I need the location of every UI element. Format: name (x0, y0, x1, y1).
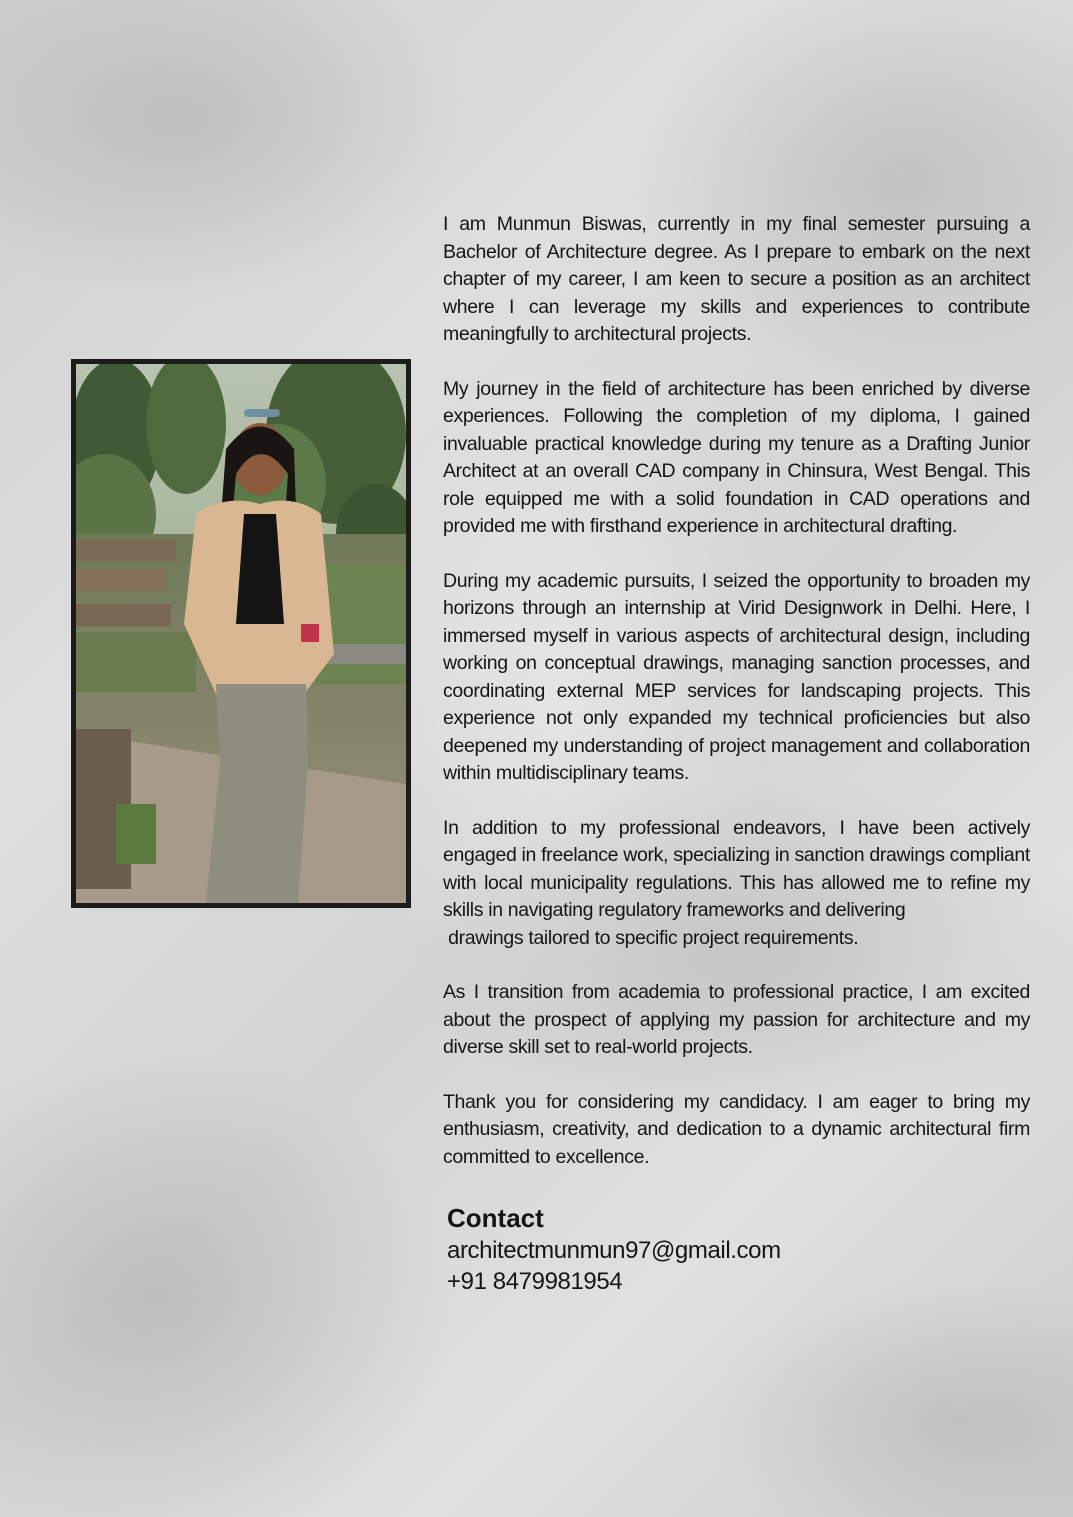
contact-phone[interactable]: +91 8479981954 (447, 1268, 623, 1295)
bio-paragraph: Thank you for considering my candidacy. I am eager to bring my enthusiasm, creativity, and dedication to a dynamic architectural firm committed to excellence. (443, 1090, 1030, 1168)
bio-paragraph: drawings tailored to specific project requirements. (443, 926, 859, 949)
contact-heading: Contact (447, 1203, 544, 1233)
bio-paragraph: During my academic pursuits, I seized the opportunity to broaden my horizons through an internship at Virid Designwork in Delhi. Here, I immersed myself in various aspects of architectural design, including working on conceptual drawings, managing sanction processes, and coordinating external MEP services for landscaping projects. This experience not only expanded my technical proficiencies but also deepened my understanding of project management and collaboration within multidisciplinary teams. (443, 569, 1030, 784)
bio-paragraph: I am Munmun Biswas, currently in my final semester pursuing a Bachelor of Architecture degree. As I prepare to embark on the next chapter of my career, I am keen to secure a position as an architect where I can leverage my skills and experiences to contribute meaningfully to architectural projects. (443, 213, 1030, 345)
profile-photo-image (76, 364, 406, 903)
bio-text (443, 211, 1036, 1198)
contact-email[interactable]: architectmunmun97@gmail.com (447, 1237, 781, 1264)
bio-paragraph: In addition to my professional endeavors, I have been actively engaged in freelance work, specializing in sanction drawings compliant with local municipality regulations. This has allowed me to refine my skills in navigating regulatory frameworks and delivering (443, 816, 1036, 921)
profile-photo (71, 359, 411, 908)
contact-section (447, 1201, 781, 1297)
bio-paragraph: My journey in the field of architecture has been enriched by diverse experiences. Following the completion of my diploma, I gained invaluable practical knowledge during my tenure as a Drafting Junior Architect at an overall CAD company in Chinsura, West Bengal. This role equipped me with a solid foundation in CAD operations and provided me with firsthand experience in architectural drafting. (443, 377, 1030, 537)
bio-paragraph: As I transition from academia to professional practice, I am excited about the prospect of applying my passion for architecture and my diverse skill set to real-world projects. (443, 981, 1030, 1058)
